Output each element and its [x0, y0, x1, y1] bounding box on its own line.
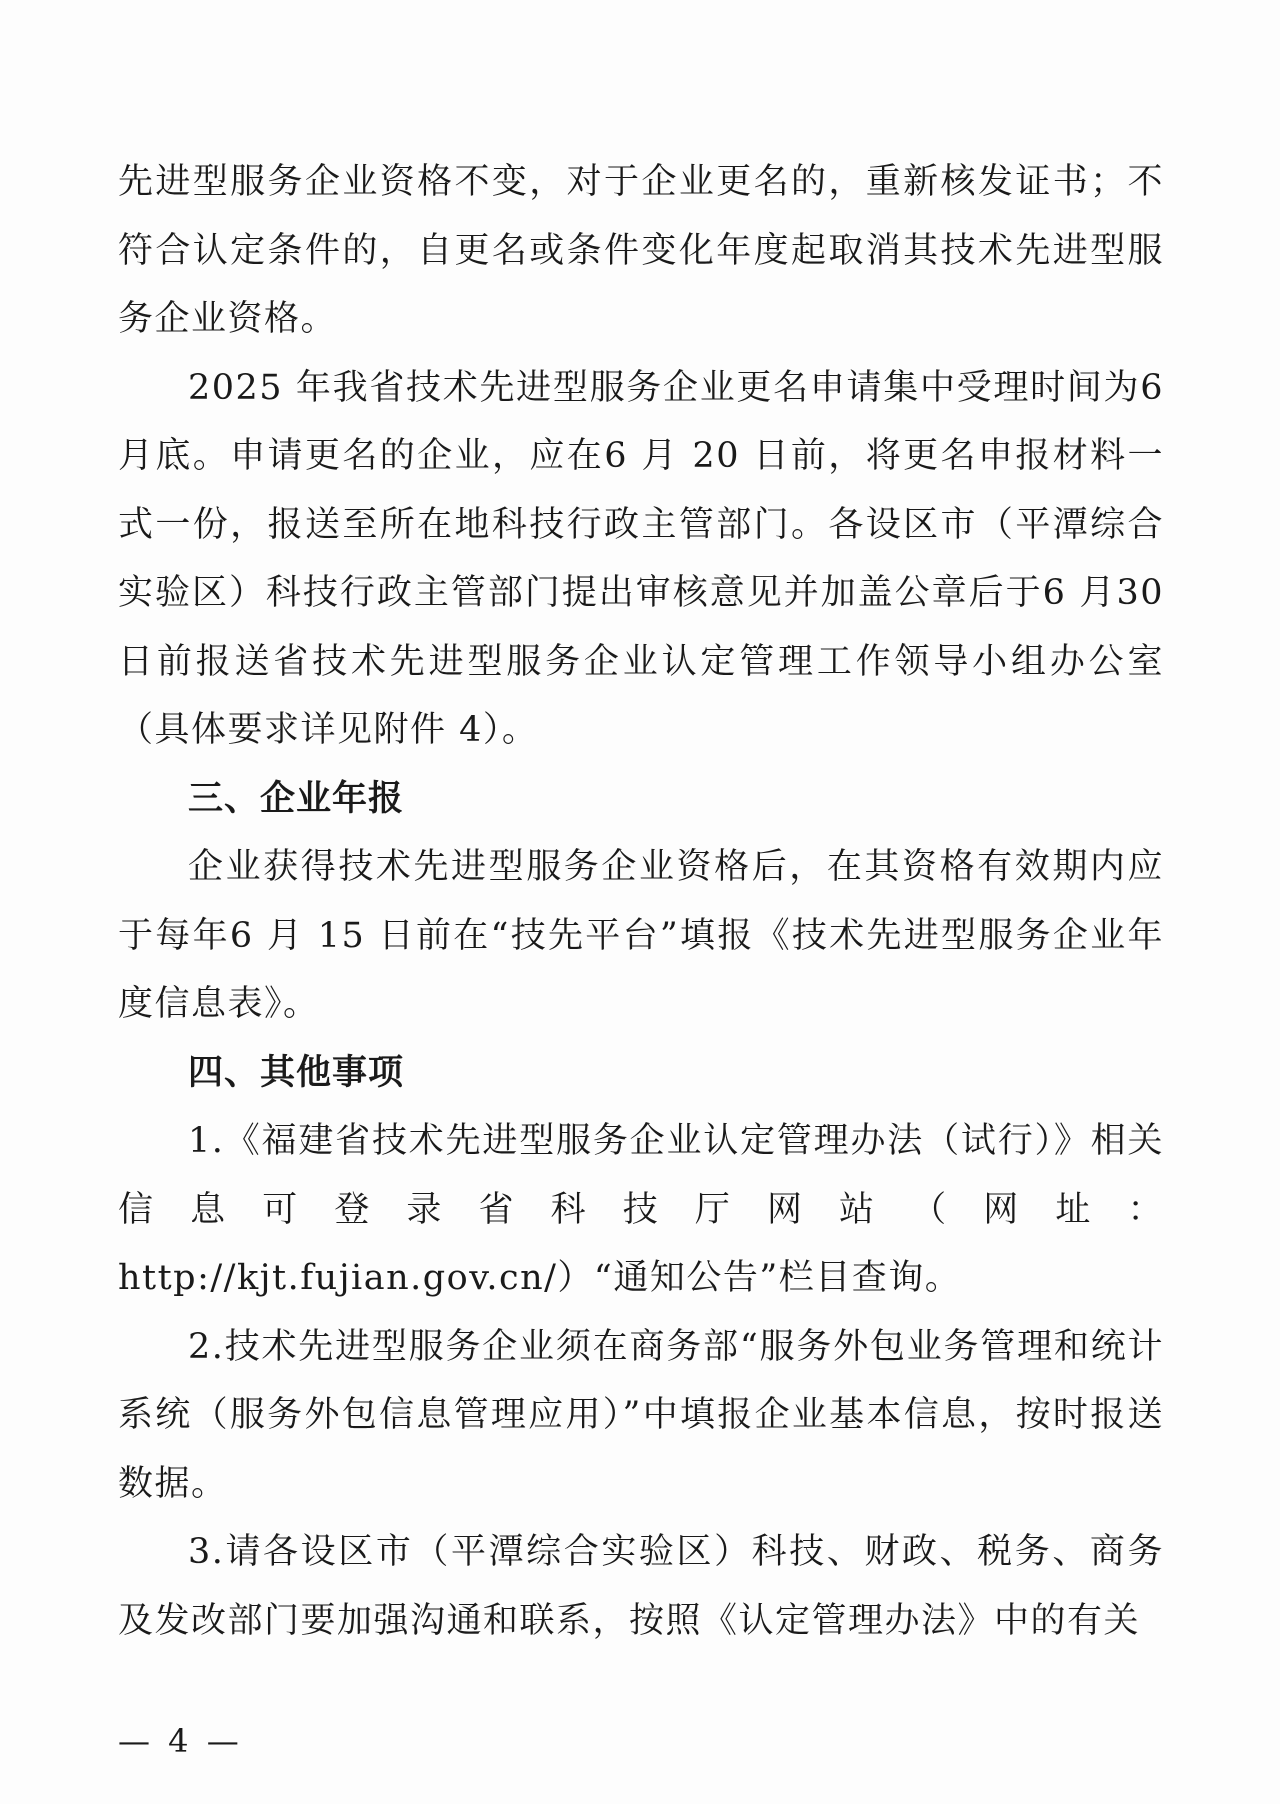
section-heading-annual-report: 三、企业年报 [188, 778, 405, 819]
list-item-3: 3.请各设区市（平潭综合实验区）科技、财政、税务、商务及发改部门要加强沟通和联系，按照《认定管理办法》中的有关 [118, 1532, 1164, 1641]
list-item-2: 2.技术先进型服务企业须在商务部“服务外包业务管理和统计系统（服务外包信息管理应用）”中填报企业基本信息，按时报送数据。 [118, 1326, 1164, 1504]
section-heading-other-matters: 四、其他事项 [188, 1052, 405, 1093]
document-body [118, 148, 1164, 1655]
paragraph-annual-report: 企业获得技术先进型服务企业资格后，在其资格有效期内应于每年6 月 15 日前在“技先平台”填报《技术先进型服务企业年度信息表》。 [118, 847, 1164, 1024]
paragraph-continuation: 先进型服务企业资格不变，对于企业更名的，重新核发证书；不符合认定条件的，自更名或条件变化年度起取消其技术先进型服务企业资格。 [118, 162, 1164, 339]
page-number: — 4 — [118, 1722, 243, 1760]
paragraph-rename-schedule: 2025 年我省技术先进型服务企业更名申请集中受理时间为6 月底。申请更名的企业，应在6 月 20 日前，将更名申报材料一式一份，报送至所在地科技行政主管部门。各设区市（平潭综合实验区）科技行政主管部门提出审核意见并加盖公章后于6 月30 日前报送省技术先进型服务企业认定管理工作领导小组办公室（具体要求详见附件 4）。 [118, 367, 1164, 750]
list-item-1: 1.《福建省技术先进型服务企业认定管理办法（试行）》相关信息可登录省科技厅网站（网址：http://kjt.fujian.gov.cn/）“通知公告”栏目查询。 [118, 1121, 1164, 1298]
